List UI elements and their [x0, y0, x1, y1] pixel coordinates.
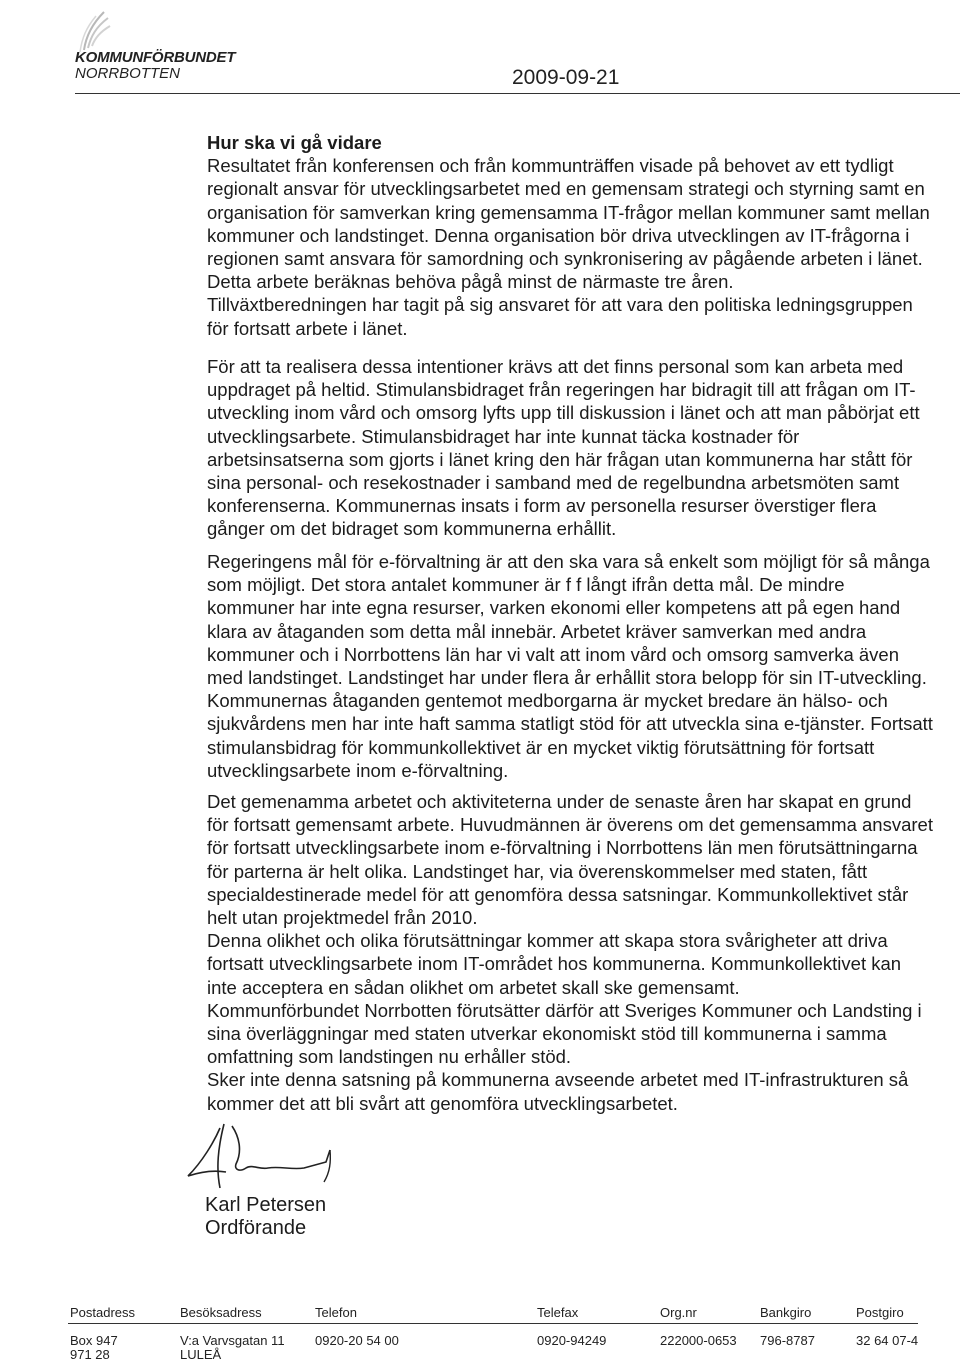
paragraph-line: omfattning som landstingen nu erhåller stöd.	[207, 1046, 572, 1068]
paragraph-line: kommer det att bli svårt att genomföra utvecklingsarbetet.	[207, 1092, 678, 1114]
paragraph-line: för parterna är helt olika. Landstinget har, via överenskommelser med staten, fått	[207, 860, 868, 882]
paragraph-line: sina överläggningar med staten utverkar ekonomiskt stöd till kommunerna i samma	[207, 1023, 887, 1045]
footer-telefon-label: Telefon	[315, 1305, 357, 1320]
paragraph-line: för fortsatt gemensamt arbete. Huvudmännen är överens om det gemensamma ansvaret	[207, 814, 933, 836]
footer-telefax-label: Telefax	[537, 1305, 579, 1320]
paragraph-line: med landstinget. Landstinget har under flera år erhållit stora belopp för sin IT-utveckling.	[207, 667, 927, 689]
footer-besoksadress-label: Besöksadress	[180, 1305, 262, 1320]
paragraph-line: specialdestinerade medel för att genomföra dessa satsningar. Kommunkollektivet står	[207, 883, 909, 905]
paragraph-line: Kommunförbundet Norrbotten förutsätter därför att Sveriges Kommuner och Landsting i	[207, 999, 922, 1021]
organization-name: KOMMUNFÖRBUNDET	[75, 49, 236, 66]
footer-postadress-postcode: 971 28	[70, 1347, 110, 1362]
organization-region: NORRBOTTEN	[75, 65, 180, 82]
header-divider	[75, 93, 960, 94]
footer-besoksadress-city: LULEÅ	[180, 1347, 222, 1362]
footer-bankgiro-value: 796-8787	[760, 1333, 815, 1348]
paragraph-line: Detta arbete beräknas behöva pågå minst de närmaste tre åren.	[207, 271, 734, 293]
footer-postgiro-label: Postgiro	[856, 1305, 904, 1320]
paragraph-line: Resultatet från konferensen och från kommunträffen visade på behovet av ett tydligt	[207, 155, 894, 177]
paragraph-line: Sker inte denna satsning på kommunerna avseende arbetet med IT-infrastrukturen så	[207, 1069, 909, 1091]
paragraph-line: gånger om det bidraget som kommunerna erhållit.	[207, 518, 617, 540]
paragraph-joint-work	[207, 790, 957, 1115]
document-date: 2009-09-21	[512, 66, 620, 89]
paragraph-line: För att ta realisera dessa intentioner krävs att det finns personal som kan arbeta med	[207, 356, 904, 377]
paragraph-line: för fortsatt utvecklingsarbete inom e-förvaltning i Norrbottens län men förutsättningarna	[207, 837, 918, 859]
paragraph-line: kommuner och landstinget. Denna organisation bör driva utvecklingen av IT-frågorna i	[207, 224, 910, 246]
paragraph-line: Regeringens mål för e-förvaltning är att den ska vara så enkelt som möjligt för så många	[207, 551, 930, 572]
paragraph-e-governance	[207, 550, 957, 782]
paragraph-line: utveckling inom vård och omsorg lyfts upp till diskussion i länet och att man påbörjat ett	[207, 402, 920, 424]
paragraph-line: utvecklingsarbete inom e-förvaltning.	[207, 759, 509, 781]
paragraph-line: som möjligt. Det stora antalet kommuner är f f långt ifrån detta mål. De mindre	[207, 574, 845, 596]
footer-postadress-label: Postadress	[70, 1305, 136, 1320]
footer-bankgiro-label: Bankgiro	[760, 1305, 812, 1320]
paragraph-line: regionalt ansvar för utvecklingsarbetet med en gemensam strategi och styrning samt en	[207, 178, 925, 200]
paragraph-line: konferenserna. Kommunernas insats i form av personella resurser överstiger flera	[207, 495, 877, 517]
paragraph-line: klara av åtaganden som detta mål innebär. Arbetet kräver samverkan med andra	[207, 620, 867, 642]
paragraph-line: Denna olikhet och olika förutsättningar kommer att skapa stora svårigheter att driva	[207, 930, 888, 952]
footer-besoksadress-value: V:a Varvsgatan 11	[180, 1333, 285, 1348]
paragraph-line: sjukvårdens men har inte haft samma statligt stöd för att utveckla sina e-tjänster. Fortsatt	[207, 713, 933, 735]
paragraph-line: regionen samt ansvara för samordning och synkronisering av pågående arbeten i länet.	[207, 248, 923, 270]
signer-name: Karl Petersen	[205, 1194, 327, 1216]
section-intro	[207, 131, 957, 340]
paragraph-line: Kommunernas åtaganden gentemot medborgarna är mycket bredare än hälso- och	[207, 690, 888, 712]
paragraph-line: organisation för samverkan kring gemensamma IT-frågor mellan kommuner samt mellan	[207, 201, 930, 223]
paragraph-line: för fortsatt arbete i länet.	[207, 317, 408, 339]
footer-divider	[68, 1323, 918, 1324]
paragraph-line: Det gemenamma arbetet och aktiviteterna under de senaste åren har skapat en grund	[207, 791, 912, 812]
paragraph-line: Tillväxtberedningen har tagit på sig ansvaret för att vara den politiska ledningsgruppen	[207, 294, 913, 316]
footer-telefon-value: 0920-20 54 00	[315, 1333, 399, 1348]
footer-postadress-value: Box 947	[70, 1333, 118, 1348]
paragraph-staffing	[207, 355, 957, 541]
paragraph-line: utvecklingsarbete. Stimulansbidraget har inte kunnat täcka kostnader för	[207, 425, 800, 447]
handwritten-signature	[180, 1118, 350, 1198]
footer-telefax-value: 0920-94249	[537, 1333, 607, 1348]
paragraph-line: uppdraget på heltid. Stimulansbidraget från regeringen har bidragit till att frågan om IT-	[207, 379, 916, 401]
paragraph-line: arbetsinsatserna som gjorts i länet kring den här frågan utan kommunerna har stått för	[207, 448, 913, 470]
footer-orgnr-value: 222000-0653	[660, 1333, 737, 1348]
footer-postgiro-value: 32 64 07-4	[856, 1333, 919, 1348]
paragraph-line: helt utan projektmedel från 2010.	[207, 907, 478, 929]
paragraph-line: fortsatt utvecklingsarbete inom IT-området hos kommunerna. Kommunkollektivet kan	[207, 953, 902, 975]
paragraph-line: kommuner och i Norrbottens län har vi valt att inom vård och omsorg samverka även	[207, 643, 899, 665]
paragraph-line: stimulansbidrag för kommunkollektivet är en mycket viktig förutsättning för fortsatt	[207, 736, 875, 758]
paragraph-line: kommuner har inte egna resurser, varken ekonomi eller kompetens att på egen hand	[207, 597, 901, 619]
footer-orgnr-label: Org.nr	[660, 1305, 697, 1320]
paragraph-line: inte acceptera en sådan olikhet om arbetet skall ske gemensamt.	[207, 976, 740, 998]
section-heading: Hur ska vi gå vidare	[207, 132, 382, 153]
paragraph-line: sina personal- och resekostnader i samband med de regelbundna arbetsmöten samt	[207, 472, 900, 494]
signer-title: Ordförande	[205, 1217, 307, 1239]
